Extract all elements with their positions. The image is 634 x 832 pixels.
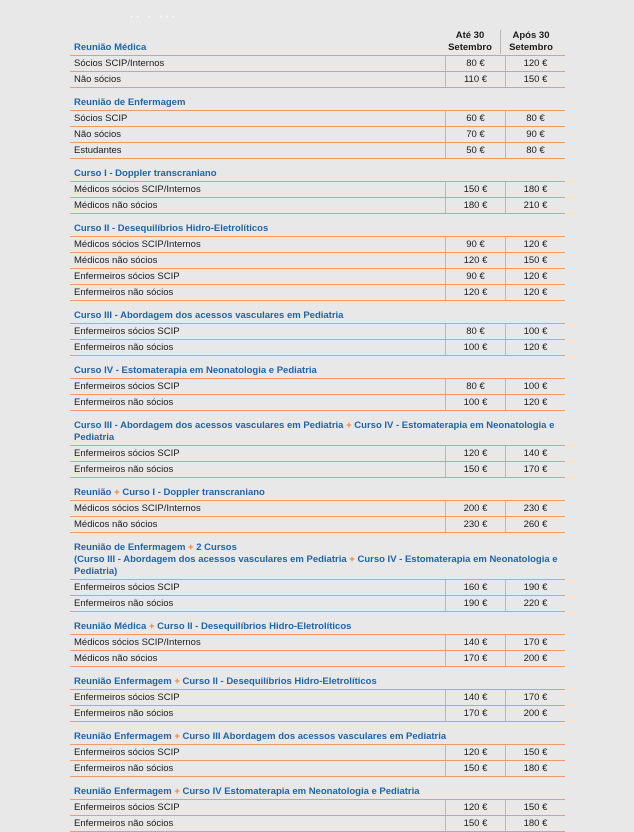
row-label: Enfermeiros sócios SCIP xyxy=(74,802,180,813)
row-label: Enfermeiros não sócios xyxy=(74,818,174,829)
price-after: 170 € xyxy=(505,462,565,477)
price-row xyxy=(70,635,565,651)
price-after: 190 € xyxy=(505,580,565,595)
price-until: 230 € xyxy=(445,517,505,532)
price-row xyxy=(70,111,565,127)
price-row xyxy=(70,56,565,72)
price-after: 260 € xyxy=(505,517,565,532)
section-title-text: Curso II - Desequilíbrios Hidro-Eletrolíticos xyxy=(74,223,269,234)
price-row xyxy=(70,800,565,816)
price-after: 120 € xyxy=(505,269,565,284)
section-title-text: Curso II - Desequilíbrios Hidro-Eletrolíticos xyxy=(154,621,352,632)
price-after: 200 € xyxy=(505,651,565,666)
plus-sign: + xyxy=(174,731,180,742)
section-title-text: Curso II - Desequilíbrios Hidro-Eletrolíticos xyxy=(179,676,377,687)
price-after: 100 € xyxy=(505,379,565,394)
price-after: 140 € xyxy=(505,446,565,461)
column-header-until-line1: Até 30 xyxy=(455,30,485,41)
price-after: 100 € xyxy=(505,324,565,339)
price-after: 120 € xyxy=(505,237,565,252)
row-label: Médicos não sócios xyxy=(74,200,158,211)
row-label: Médicos não sócios xyxy=(74,255,158,266)
price-until: 80 € xyxy=(445,56,505,71)
price-until: 120 € xyxy=(445,253,505,268)
section-title-text: Reunião Médica xyxy=(74,621,149,632)
section-title-text: Curso IV - Estomaterapia em Neonatologia e Pediatria xyxy=(74,420,555,443)
column-header-after-line2: Setembro xyxy=(509,42,553,53)
price-row xyxy=(70,127,565,143)
price-row xyxy=(70,446,565,462)
price-until: 170 € xyxy=(445,706,505,721)
plus-sign: + xyxy=(148,621,155,632)
row-label: Enfermeiros sócios SCIP xyxy=(74,448,180,459)
price-until: 140 € xyxy=(445,635,505,650)
price-row xyxy=(70,580,565,596)
plus-sign: + xyxy=(188,542,194,553)
price-row xyxy=(70,198,565,214)
price-row xyxy=(70,324,565,340)
price-after: 80 € xyxy=(505,111,565,126)
price-after: 80 € xyxy=(505,143,565,158)
section-title xyxy=(70,486,565,501)
section-title-text: Curso IV - Estomaterapia em Neonatologia e Pediatria) xyxy=(74,554,558,577)
section-title-text: Curso III Abordagem dos acessos vasculares em Pediatria xyxy=(179,731,447,742)
section-title xyxy=(70,620,565,635)
row-label: Enfermeiros sócios SCIP xyxy=(74,582,180,593)
price-after: 120 € xyxy=(505,395,565,410)
price-until: 180 € xyxy=(445,198,505,213)
price-row xyxy=(70,706,565,722)
section-title-text: Curso I - Doppler transcraniano xyxy=(74,168,217,179)
price-until: 150 € xyxy=(445,761,505,776)
section-title-text: Reunião Enfermagem xyxy=(74,676,175,687)
row-label: Médicos sócios SCIP/Internos xyxy=(74,637,201,648)
section-title-text: Curso III - Abordagem dos acessos vasculares em Pediatria xyxy=(74,420,347,431)
row-label: Enfermeiros não sócios xyxy=(74,342,174,353)
plus-sign: + xyxy=(114,487,120,498)
price-until: 50 € xyxy=(445,143,505,158)
price-row xyxy=(70,761,565,777)
price-row xyxy=(70,379,565,395)
price-until: 90 € xyxy=(445,237,505,252)
row-label: Enfermeiros não sócios xyxy=(74,464,174,475)
section-title xyxy=(70,222,565,237)
row-label: Enfermeiros sócios SCIP xyxy=(74,381,180,392)
column-header-until-line2: Setembro xyxy=(448,42,492,53)
section-title xyxy=(70,419,565,446)
section-title xyxy=(70,309,565,324)
section-title-text: Reunião de Enfermagem xyxy=(74,97,186,108)
price-until: 90 € xyxy=(445,269,505,284)
section-title-text: Reunião de Enfermagem xyxy=(74,542,189,553)
price-until: 150 € xyxy=(445,816,505,831)
price-until: 120 € xyxy=(445,800,505,815)
price-after: 170 € xyxy=(505,690,565,705)
price-row xyxy=(70,72,565,88)
row-label: Enfermeiros não sócios xyxy=(74,763,174,774)
row-label: Não sócios xyxy=(74,74,121,85)
row-label: Enfermeiros não sócios xyxy=(74,397,174,408)
price-until: 80 € xyxy=(445,379,505,394)
row-label: Enfermeiros sócios SCIP xyxy=(74,271,180,282)
row-label: Sócios SCIP xyxy=(74,113,128,124)
plus-sign: + xyxy=(349,554,355,565)
price-row xyxy=(70,501,565,517)
price-until: 170 € xyxy=(445,651,505,666)
row-label: Enfermeiros não sócios xyxy=(74,708,174,719)
faint-header-text: •• • ••• xyxy=(130,12,178,22)
price-table xyxy=(70,41,565,832)
price-until: 160 € xyxy=(445,580,505,595)
row-label: Sócios SCIP/Internos xyxy=(74,58,165,69)
section-title-text: Curso IV Estomaterapia em Neonatologia e Pediatria xyxy=(179,786,420,797)
price-row xyxy=(70,182,565,198)
price-row xyxy=(70,651,565,667)
price-until: 80 € xyxy=(445,324,505,339)
row-label: Médicos não sócios xyxy=(74,519,158,530)
price-after: 120 € xyxy=(505,340,565,355)
section-title xyxy=(70,785,565,800)
row-label: Médicos sócios SCIP/Internos xyxy=(74,239,201,250)
price-row xyxy=(70,816,565,832)
row-label: Médicos não sócios xyxy=(74,653,158,664)
section-title-text: Reunião Enfermagem xyxy=(74,786,175,797)
row-label: Não sócios xyxy=(74,129,121,140)
row-label: Enfermeiros não sócios xyxy=(74,287,174,298)
price-row xyxy=(70,269,565,285)
row-label: Enfermeiros sócios SCIP xyxy=(74,692,180,703)
plus-sign: + xyxy=(174,676,180,687)
price-until: 100 € xyxy=(445,395,505,410)
section-title xyxy=(70,41,565,56)
section-title xyxy=(70,675,565,690)
price-after: 200 € xyxy=(505,706,565,721)
row-label: Enfermeiros não sócios xyxy=(74,598,174,609)
price-row xyxy=(70,285,565,301)
price-row xyxy=(70,340,565,356)
price-after: 150 € xyxy=(505,253,565,268)
price-until: 70 € xyxy=(445,127,505,142)
row-label: Médicos sócios SCIP/Internos xyxy=(74,503,201,514)
price-after: 180 € xyxy=(505,816,565,831)
section-title xyxy=(70,730,565,745)
section-title xyxy=(70,364,565,379)
price-row xyxy=(70,237,565,253)
price-after: 150 € xyxy=(505,72,565,87)
price-after: 220 € xyxy=(505,596,565,611)
price-row xyxy=(70,462,565,478)
price-until: 150 € xyxy=(445,182,505,197)
price-after: 180 € xyxy=(505,761,565,776)
price-until: 100 € xyxy=(445,340,505,355)
price-after: 180 € xyxy=(505,182,565,197)
price-after: 150 € xyxy=(505,745,565,760)
price-after: 150 € xyxy=(505,800,565,815)
price-row xyxy=(70,253,565,269)
section-title xyxy=(70,541,565,580)
column-header-after-line1: Após 30 xyxy=(512,30,550,41)
section-title-text: 2 Cursos xyxy=(193,542,237,553)
row-label: Enfermeiros sócios SCIP xyxy=(74,326,180,337)
price-until: 60 € xyxy=(445,111,505,126)
price-until: 140 € xyxy=(445,690,505,705)
price-row xyxy=(70,690,565,706)
price-row xyxy=(70,143,565,159)
price-row xyxy=(70,596,565,612)
price-after: 90 € xyxy=(505,127,565,142)
price-after: 120 € xyxy=(505,285,565,300)
price-until: 150 € xyxy=(445,462,505,477)
section-title-text: Reunião xyxy=(74,487,115,498)
price-row xyxy=(70,745,565,761)
section-title-text: Reunião Enfermagem xyxy=(74,731,175,742)
price-after: 120 € xyxy=(505,56,565,71)
row-label: Estudantes xyxy=(74,145,122,156)
price-after: 170 € xyxy=(505,635,565,650)
row-label: Médicos sócios SCIP/Internos xyxy=(74,184,201,195)
price-after: 230 € xyxy=(505,501,565,516)
price-row xyxy=(70,395,565,411)
price-until: 120 € xyxy=(445,285,505,300)
price-until: 190 € xyxy=(445,596,505,611)
section-title-text: Curso III - Abordagem dos acessos vasculares em Pediatria xyxy=(74,310,344,321)
plus-sign: + xyxy=(174,786,180,797)
price-until: 200 € xyxy=(445,501,505,516)
row-label: Enfermeiros sócios SCIP xyxy=(74,747,180,758)
section-title xyxy=(70,96,565,111)
price-after: 210 € xyxy=(505,198,565,213)
section-title-text: (Curso III - Abordagem dos acessos vasculares em Pediatria xyxy=(74,554,350,565)
plus-sign: + xyxy=(346,420,352,431)
price-until: 120 € xyxy=(445,446,505,461)
price-until: 110 € xyxy=(445,72,505,87)
price-row xyxy=(70,517,565,533)
section-title xyxy=(70,167,565,182)
price-until: 120 € xyxy=(445,745,505,760)
section-title-text: Reunião Médica xyxy=(74,42,147,53)
section-title-text: Curso I - Doppler transcraniano xyxy=(119,487,265,498)
section-title-text: Curso IV - Estomaterapia em Neonatologia e Pediatria xyxy=(74,365,317,376)
